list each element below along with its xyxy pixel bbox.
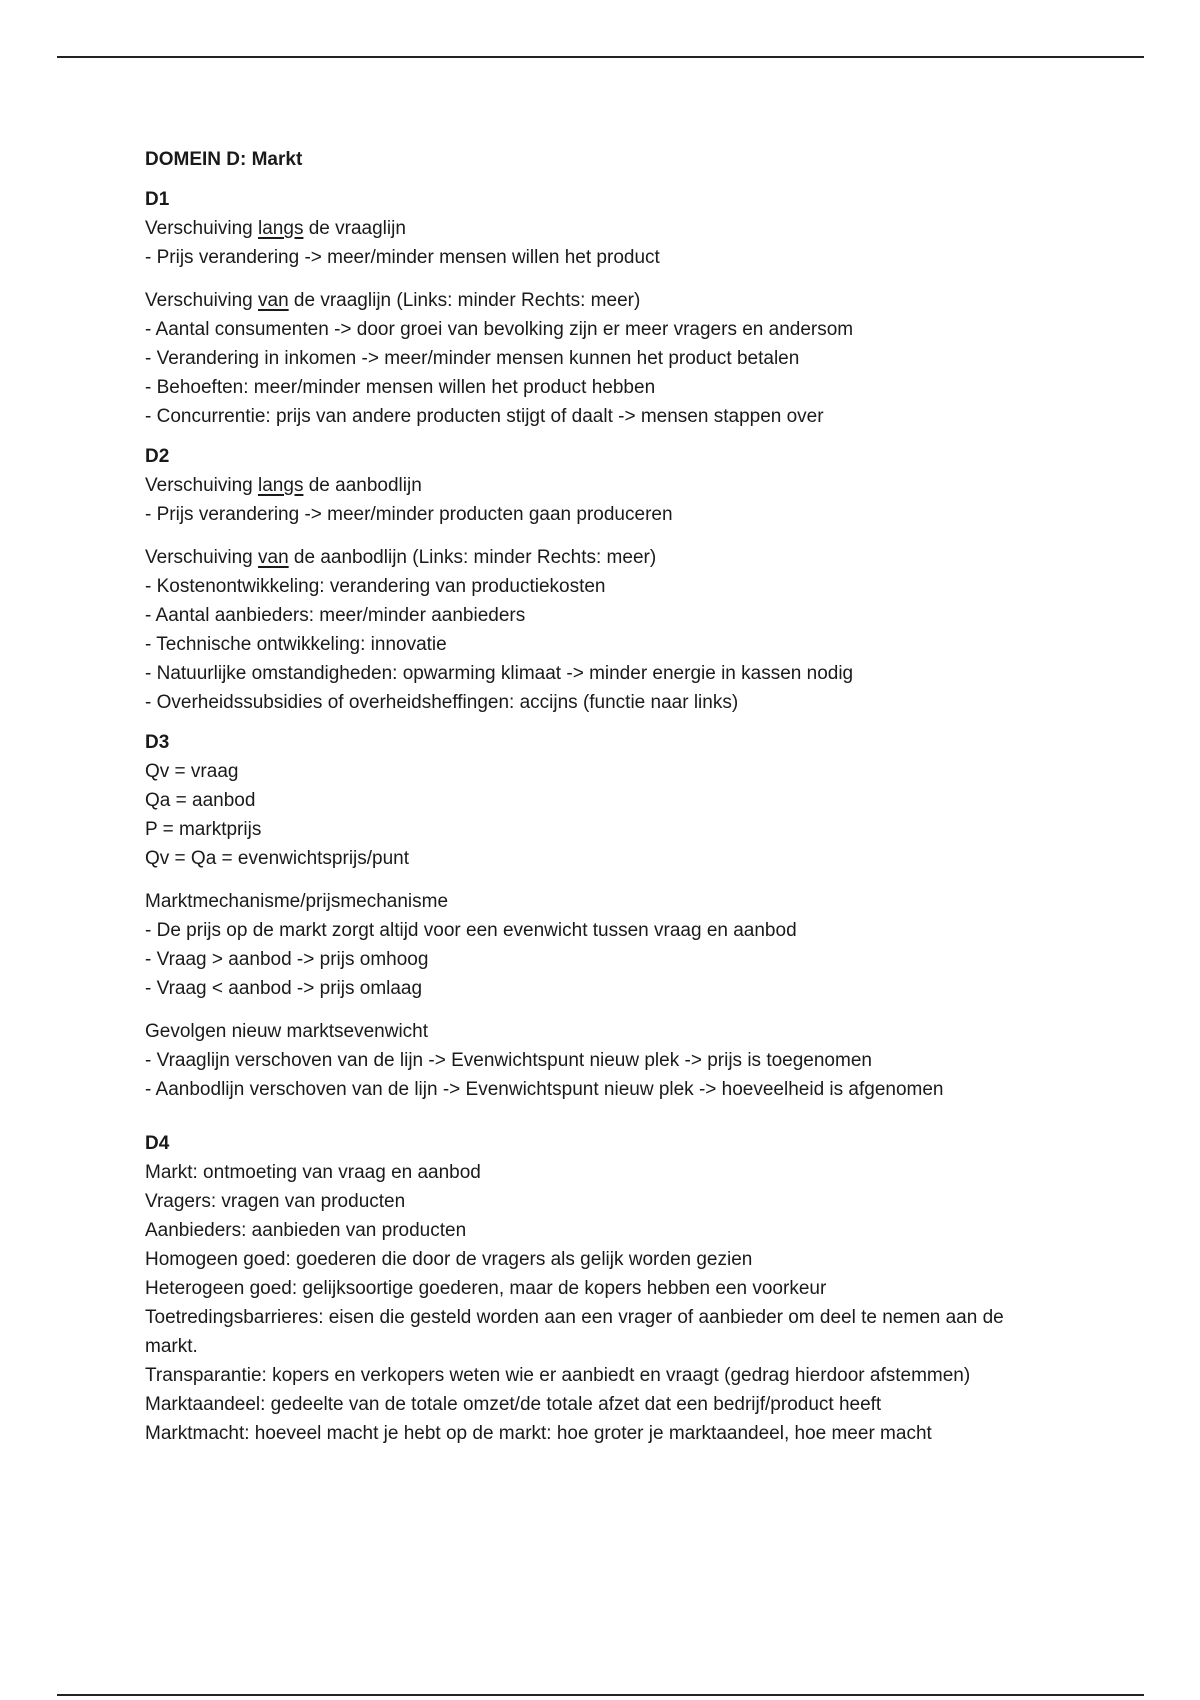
bottom-rule [57,1694,1144,1696]
d1-langs-prefix: Verschuiving [145,218,259,239]
document-title: DOMEIN D: Markt [145,149,303,170]
list-item: - Prijs verandering -> meer/minder mensen willen het product [145,247,660,268]
d2-langs-suffix: de aanbodlijn [303,475,422,496]
term-definition: Marktmacht: hoeveel macht je hebt op de markt: hoe groter je marktaandeel, hoe meer macht [145,1423,932,1444]
list-item: - Natuurlijke omstandigheden: opwarming klimaat -> minder energie in kassen nodig [145,663,854,684]
d1-langs-underlined: langs [258,218,304,239]
d1-langs-title [145,214,1085,243]
list-item: - Aanbodlijn verschoven van de lijn -> Evenwichtspunt nieuw plek -> hoeveelheid is afgenomen [145,1079,944,1100]
section-heading-d2: D2 [145,446,170,467]
d2-van-underlined: van [258,547,289,568]
term-definition: Toetredingsbarrieres: eisen die gesteld worden aan een vrager of aanbieder om deel te nemen aan de markt. [145,1307,1004,1357]
list-item: - Vraag > aanbod -> prijs omhoog [145,949,429,970]
term-definition: Marktaandeel: gedeelte van de totale omzet/de totale afzet dat een bedrijf/product heeft [145,1394,882,1415]
list-item: - Kostenontwikkeling: verandering van productiekosten [145,576,606,597]
d2-langs-title [145,471,1085,500]
top-rule [57,56,1144,58]
d1-van-title [145,286,1085,315]
term-definition: Transparantie: kopers en verkopers weten wie er aanbiedt en vraagt (gedrag hierdoor afstemmen) [145,1365,971,1386]
list-item: - Behoeften: meer/minder mensen willen het product hebben [145,377,656,398]
d2-langs-prefix: Verschuiving [145,475,259,496]
section-d2 [145,443,1085,717]
definition-line: P = marktprijs [145,819,262,840]
list-item: - De prijs op de markt zorgt altijd voor een evenwicht tussen vraag en aanbod [145,920,797,941]
term-definition: Heterogeen goed: gelijksoortige goederen, maar de kopers hebben een voorkeur [145,1278,827,1299]
definition-line: Qa = aanbod [145,790,256,811]
section-heading-d3: D3 [145,732,170,753]
d3-consequences-title: Gevolgen nieuw marktsevenwicht [145,1021,429,1042]
section-d4 [145,1130,1085,1448]
list-item: - Vraaglijn verschoven van de lijn -> Evenwichtspunt nieuw plek -> prijs is toegenomen [145,1050,872,1071]
d3-mechanism-title: Marktmechanisme/prijsmechanisme [145,891,449,912]
list-item: - Aantal aanbieders: meer/minder aanbieders [145,605,526,626]
document-page [145,146,1085,1448]
d2-van-title [145,543,1085,572]
d1-van-suffix: de vraaglijn (Links: minder Rechts: meer) [288,290,641,311]
d2-van-prefix: Verschuiving [145,547,259,568]
term-definition: Markt: ontmoeting van vraag en aanbod [145,1162,481,1183]
list-item: - Concurrentie: prijs van andere producten stijgt of daalt -> mensen stappen over [145,406,824,427]
d1-van-prefix: Verschuiving [145,290,259,311]
d2-langs-underlined: langs [258,475,304,496]
list-item: - Verandering in inkomen -> meer/minder mensen kunnen het product betalen [145,348,800,369]
d1-langs-suffix: de vraaglijn [303,218,406,239]
section-heading-d4: D4 [145,1133,170,1154]
term-definition: Aanbieders: aanbieden van producten [145,1220,467,1241]
definition-line: Qv = vraag [145,761,239,782]
section-d3 [145,729,1085,1104]
list-item: - Aantal consumenten -> door groei van bevolking zijn er meer vragers en andersom [145,319,854,340]
definition-line: Qv = Qa = evenwichtsprijs/punt [145,848,410,869]
d2-van-suffix: de aanbodlijn (Links: minder Rechts: meer) [288,547,657,568]
list-item: - Vraag < aanbod -> prijs omlaag [145,978,423,999]
term-definition: Homogeen goed: goederen die door de vragers als gelijk worden gezien [145,1249,753,1270]
list-item: - Prijs verandering -> meer/minder producten gaan produceren [145,504,673,525]
section-heading-d1: D1 [145,189,170,210]
list-item: - Technische ontwikkeling: innovatie [145,634,447,655]
section-d1 [145,186,1085,431]
d1-van-underlined: van [258,290,289,311]
list-item: - Overheidssubsidies of overheidsheffingen: accijns (functie naar links) [145,692,739,713]
term-definition: Vragers: vragen van producten [145,1191,406,1212]
